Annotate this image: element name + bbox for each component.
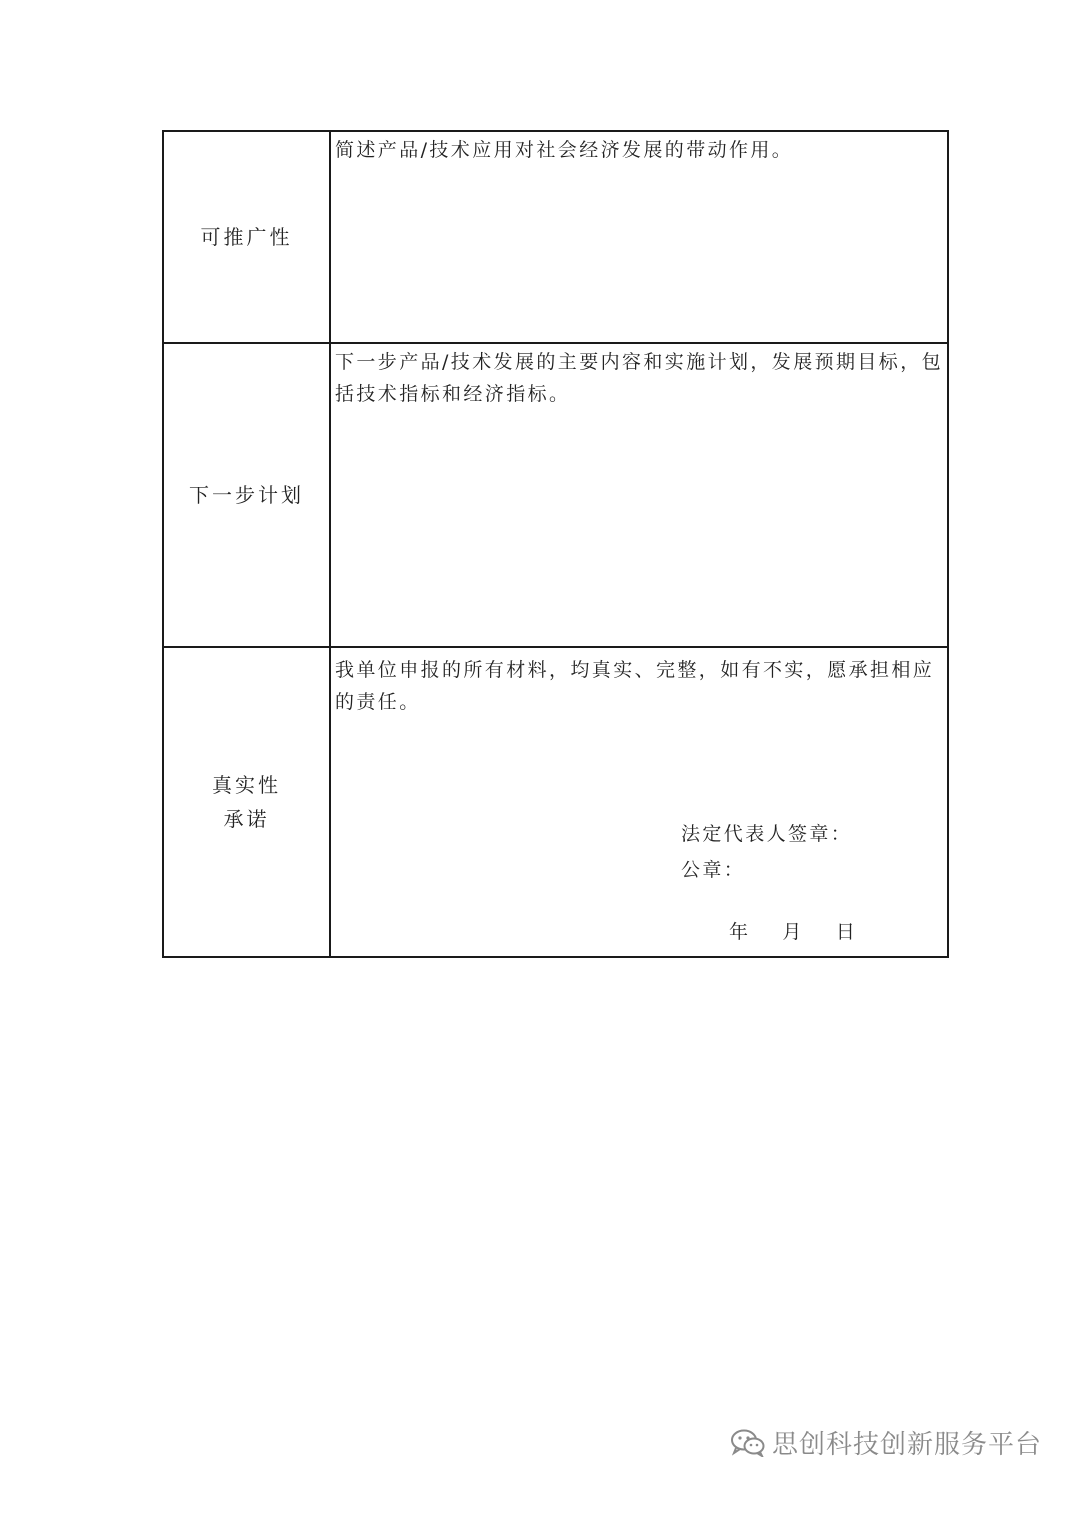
date-day-label: 日: [835, 921, 858, 943]
promotability-prompt: 简述产品/技术应用对社会经济发展的带动作用。: [335, 139, 794, 161]
promotability-content-cell[interactable]: [330, 131, 948, 343]
next-plan-label: 下一步计划: [189, 483, 304, 507]
next-plan-prompt-line1: 下一步产品/技术发展的主要内容和实施计划，发展预期目标，包: [335, 351, 944, 373]
next-plan-content-cell[interactable]: [330, 343, 948, 647]
authenticity-content-cell[interactable]: [330, 647, 948, 957]
authenticity-label-line2: 承诺: [223, 807, 270, 831]
date-line: [729, 916, 857, 948]
form-row-promotability: [163, 131, 948, 343]
promotability-label: 可推广性: [200, 225, 293, 249]
row-label-promotability: [163, 131, 330, 343]
official-seal-label: 公章：: [681, 859, 746, 881]
row-label-next-plan: [163, 343, 330, 647]
date-year-label: 年: [729, 921, 751, 943]
next-plan-prompt-line2: 括技术指标和经济指标。: [335, 383, 571, 405]
date-month-label: 月: [782, 921, 804, 943]
form-row-authenticity: [163, 647, 948, 957]
authenticity-statement-line1: 我单位申报的所有材料，均真实、完整，如有不实，愿承担相应: [335, 659, 935, 681]
watermark-text: 思创科技创新服务平台: [771, 1430, 1042, 1460]
application-form-table: [162, 130, 949, 958]
wechat-icon: [730, 1429, 766, 1457]
form-row-next-plan: [163, 343, 948, 647]
watermark: [730, 1424, 1042, 1461]
signature-block: [681, 816, 852, 888]
legal-representative-signature-label: 法定代表人签章：: [681, 823, 853, 845]
row-label-authenticity: [163, 647, 330, 957]
authenticity-label-line1: 真实性: [212, 773, 281, 797]
authenticity-statement-line2: 的责任。: [335, 691, 421, 713]
